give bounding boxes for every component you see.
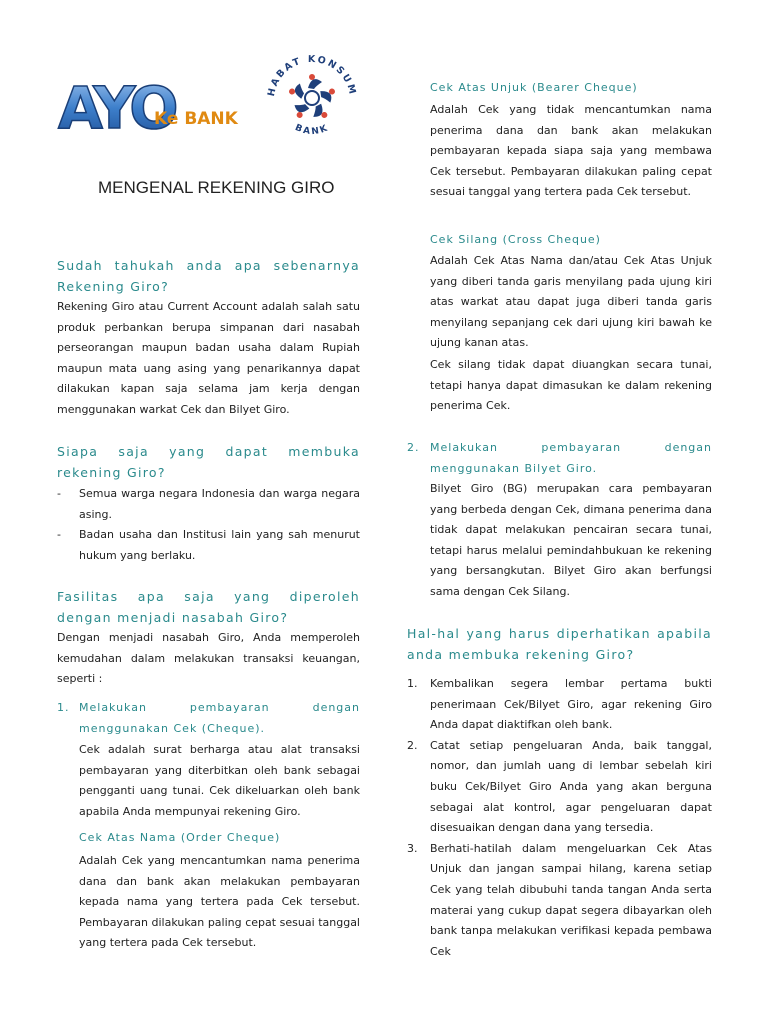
list-item-text: Badan usaha dan Institusi lain yang sah menurut hukum yang berlaku. <box>79 528 360 562</box>
order-cheque-title: Cek Atas Nama (Order Cheque) <box>79 831 281 844</box>
svg-text:Ke BANK: Ke BANK <box>154 109 238 129</box>
svg-text:SAHABAT KONSUMEN: HABAT KONSUM <box>265 53 359 98</box>
list-item <box>57 525 360 566</box>
svg-text:BANK: BANK <box>293 122 331 138</box>
order-cheque-description: Adalah Cek yang mencantumkan nama penerima dana dan bank akan melakukan pembayaran kepada nama yang tertera pada Cek tersebut. Pembayaran dilakukan paling cepat sesuai tanggal yang tertera pada Cek tersebut. <box>79 854 360 950</box>
svg-text:AYO: AYO <box>58 74 175 142</box>
bearer-cheque-title: Cek Atas Unjuk (Bearer Cheque) <box>430 81 638 94</box>
who-can-open-list <box>57 484 360 566</box>
facility-number: 1. <box>57 701 70 714</box>
facility-title: Melakukan pembayaran dengan menggunakan Bilyet Giro. <box>430 441 712 475</box>
question-what-is-giro: Sudah tahukah anda apa sebenarnya Rekening Giro? <box>57 258 360 294</box>
bilyet-giro-description: Bilyet Giro (BG) merupakan cara pembayaran yang berbeda dengan Cek, dimana penerima dana tidak dapat melakukan pencairan secara tunai, tetapi harus melalui pemindahbukuan ke rekening yang bersangkutan. Bilyet Giro akan berfungsi sama dengan Cek Silang. <box>430 482 712 598</box>
ayo-ke-bank-logo <box>56 66 238 144</box>
list-item <box>407 674 712 736</box>
list-item <box>57 484 360 525</box>
question-things-to-note: Hal-hal yang harus diperhatikan apabila anda membuka rekening Giro? <box>407 626 712 662</box>
page-title: MENGENAL REKENING GIRO <box>98 178 335 197</box>
list-number: 3. <box>407 841 418 855</box>
things-to-note-list <box>407 674 712 962</box>
bullet: - <box>57 528 61 542</box>
facility-title: Melakukan pembayaran dengan menggunakan Cek (Cheque). <box>79 701 360 735</box>
list-item-text: Semua warga negara Indonesia dan warga negara asing. <box>79 487 360 521</box>
question-who-can-open: Siapa saja yang dapat membuka rekening Giro? <box>57 444 360 480</box>
list-item <box>407 736 712 839</box>
list-item-text: Catat setiap pengeluaran Anda, baik tanggal, nomor, dan jumlah uang di lembar sebelah kiri buku Cek/Bilyet Giro Anda yang akan berguna sebagai alat kontrol, agar pengeluaran dapat disesuaikan dengan dana yang tersedia. <box>430 738 712 835</box>
list-number: 1. <box>407 677 418 690</box>
cross-cheque-note: Cek silang tidak dapat diuangkan secara tunai, tetapi hanya dapat dimasukan ke dalam rekening penerima Cek. <box>430 358 712 413</box>
facility-number: 2. <box>407 441 420 454</box>
bearer-cheque-description: Adalah Cek yang tidak mencantumkan nama penerima dana dan bank akan melakukan pembayaran kepada siapa saja yang membawa Cek tersebut. Pembayaran dilakukan paling cepat sesuai tanggal yang tertera pada Cek tersebut. <box>430 103 712 199</box>
sahabat-konsumen-bank-seal <box>262 46 362 146</box>
cross-cheque-description: Adalah Cek Atas Nama dan/atau Cek Atas Unjuk yang diberi tanda garis menyilang pada ujung kiri atas warkat atau dapat juga diberi tanda garis menyilang sepanjang cek dari ujung kiri bawah ke ujung kanan atas. <box>430 254 712 350</box>
answer-what-is-giro: Rekening Giro atau Current Account adalah salah satu produk perbankan berupa simpanan dari nasabah perseorangan maupun badan usaha dalam Rupiah maupun mata uang asing yang penarikannya dapat dilakukan kapan saja selama jam kerja dengan menggunakan warkat Cek dan Bilyet Giro. <box>57 300 360 416</box>
list-item-text: Berhati-hatilah dalam mengeluarkan Cek Atas Unjuk dan jangan sampai hilang, karena setiap Cek yang telah dibubuhi tanda tangan Anda serta materai yang cukup dapat segera dibayarkan oleh bank tanpa melakukan verifikasi kepada pembawa Cek <box>430 841 712 958</box>
question-facilities: Fasilitas apa saja yang diperoleh dengan menjadi nasabah Giro? <box>57 589 360 625</box>
facility-item-bilyet-giro <box>407 438 712 479</box>
list-number: 2. <box>407 738 418 752</box>
cross-cheque-title: Cek Silang (Cross Cheque) <box>430 233 601 246</box>
cheque-description: Cek adalah surat berharga atau alat transaksi pembayaran yang diterbitkan oleh bank sebagai pengganti uang tunai. Cek dikeluarkan oleh bank apabila Anda mempunyai rekening Giro. <box>79 743 360 818</box>
facility-item-cheque <box>57 698 360 739</box>
list-item-text: Kembalikan segera lembar pertama bukti penerimaan Cek/Bilyet Giro, agar rekening Giro Anda dapat diaktifkan oleh bank. <box>430 677 712 732</box>
facilities-intro: Dengan menjadi nasabah Giro, Anda memperoleh kemudahan dalam melakukan transaksi keuangan, seperti : <box>57 631 360 686</box>
list-item <box>407 839 712 963</box>
bullet: - <box>57 487 61 500</box>
